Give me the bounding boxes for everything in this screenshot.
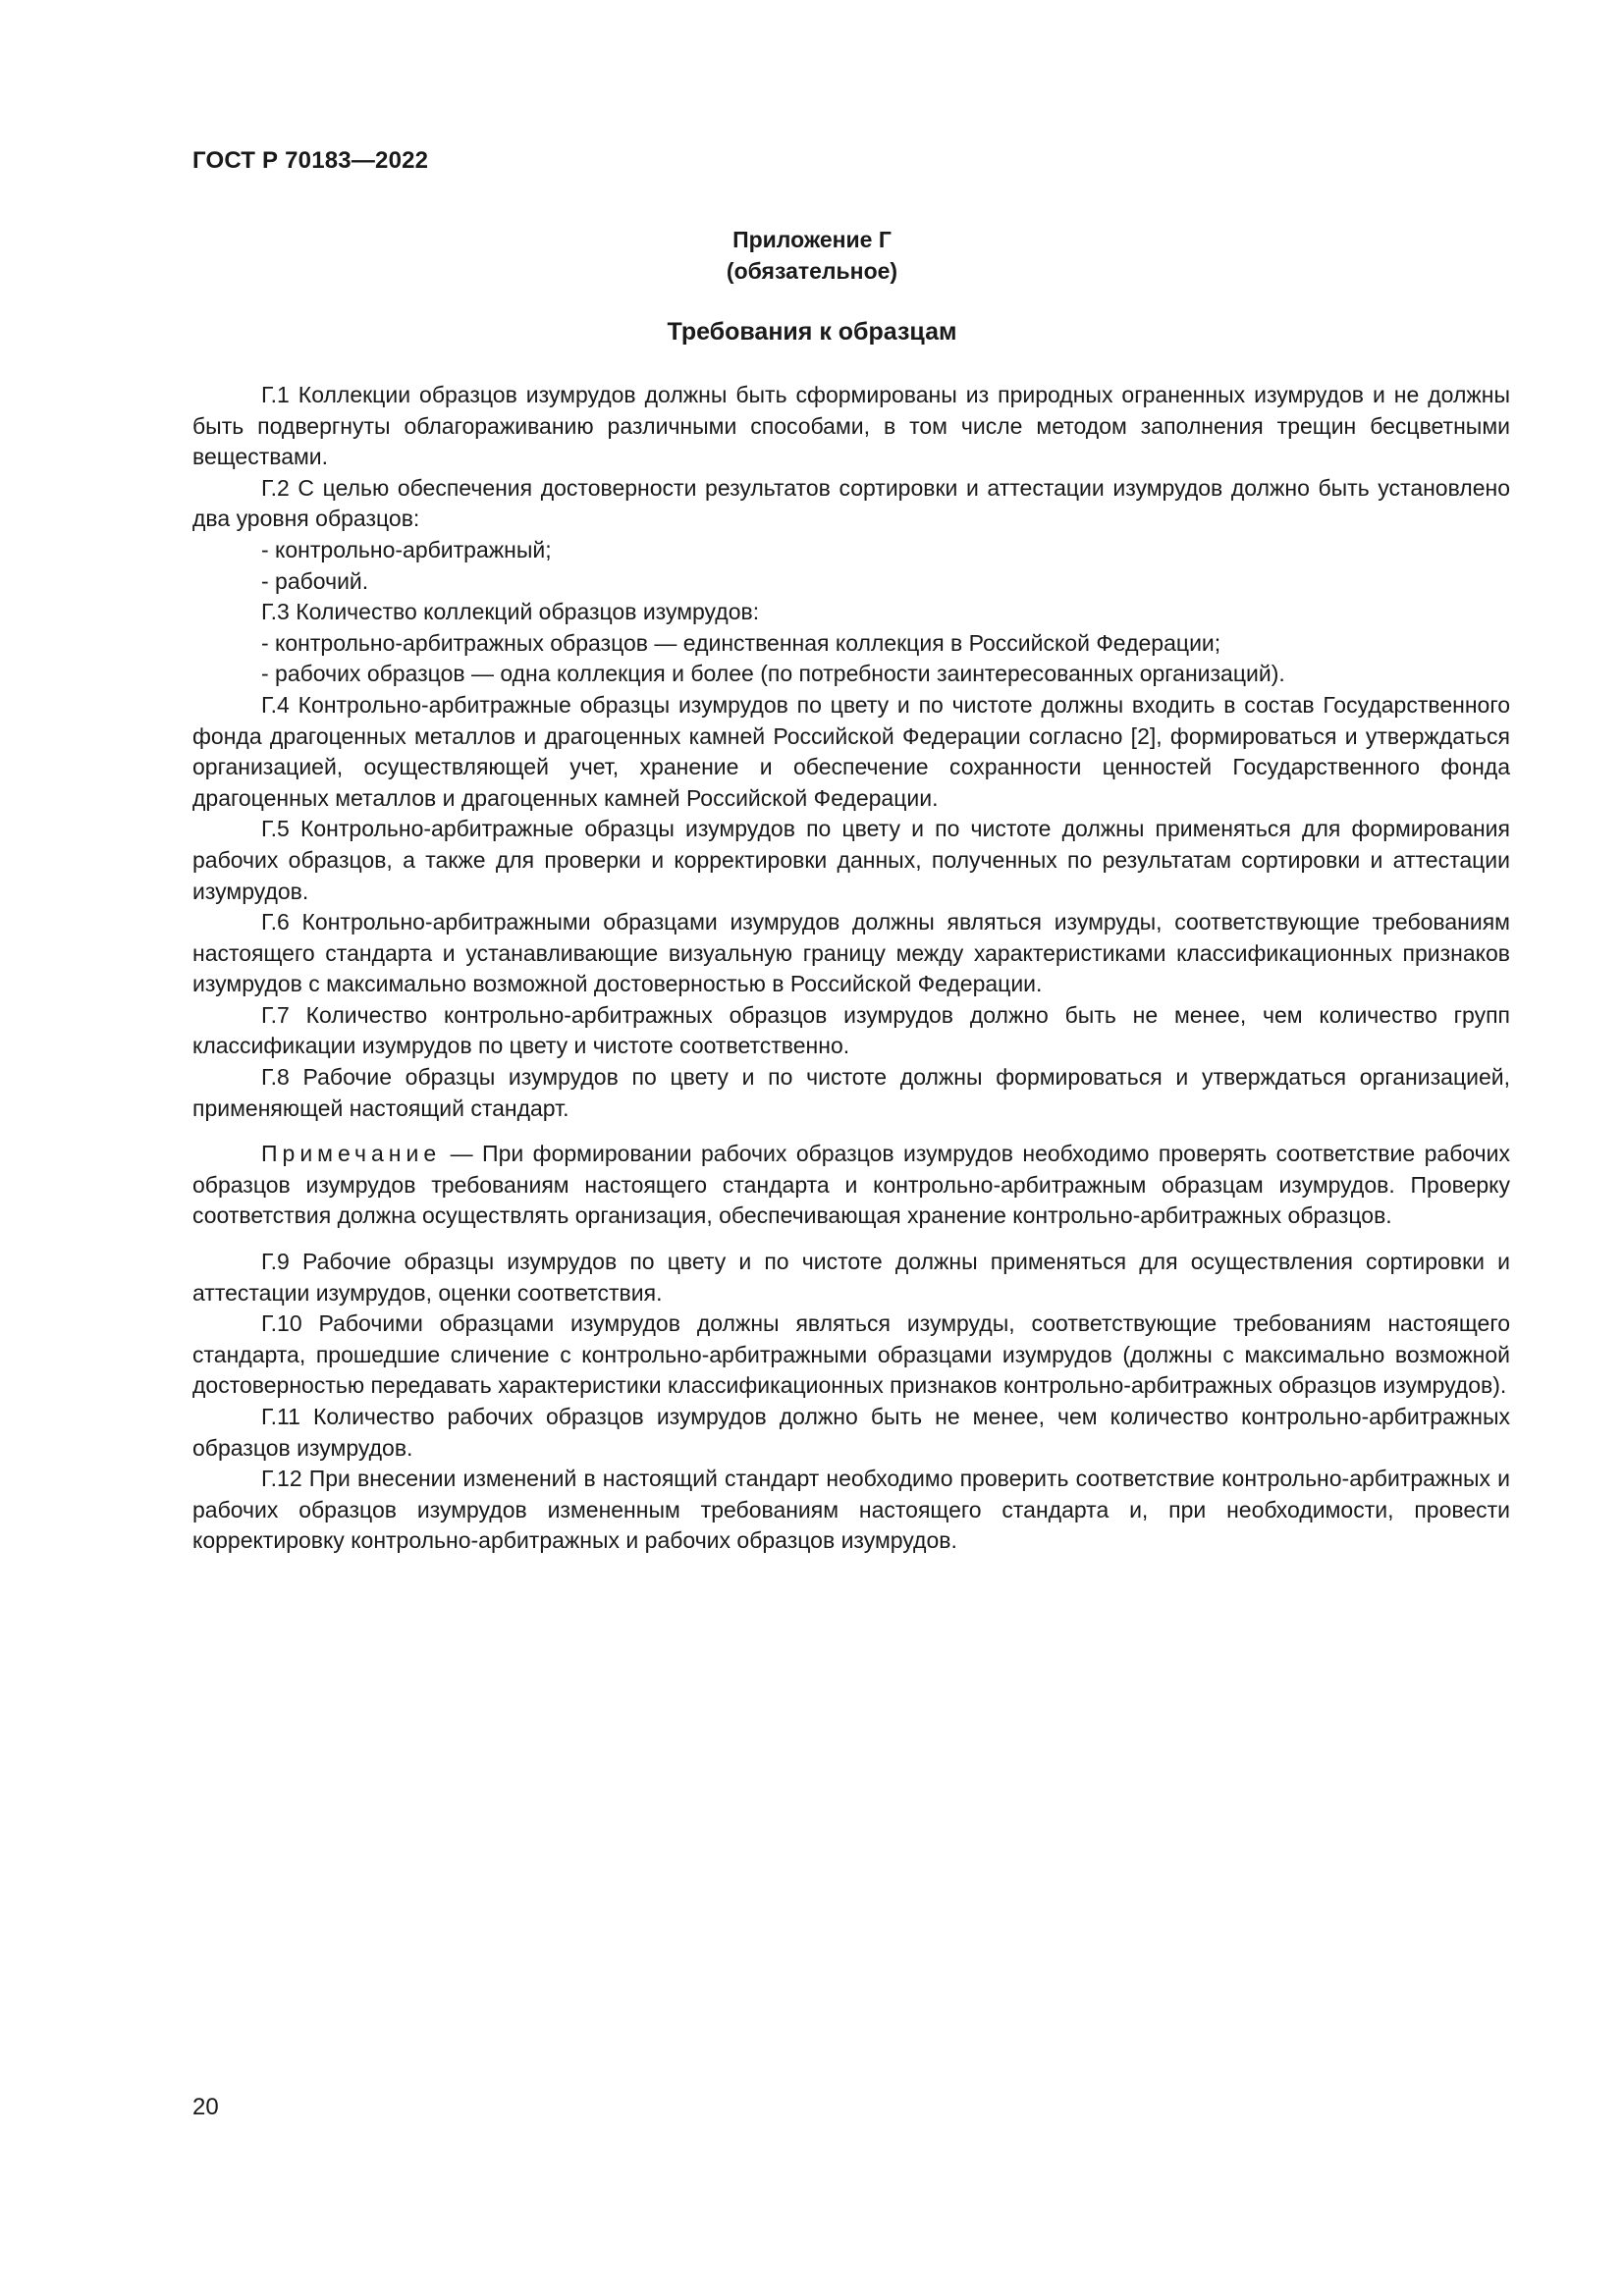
note-text: — При формировании рабочих образцов изумрудов необходимо проверять соответствие рабочих образцов изумрудов требованиям настоящего стандарта и контрольно-арбитражным образцам изумрудов. Проверку соответствия должна осуществлять организация, обеспечивающая хранение контрольно-арбитражных образцов.	[192, 1141, 1510, 1229]
paragraph-g6: Г.6 Контрольно-арбитражными образцами изумрудов должны являться изумруды, соответствующие требованиям настоящего стандарта и устанавливающие визуальную границу между характеристиками классификационных признаков изумрудов с максимально возможной достоверностью в Российской Федерации.	[192, 909, 1510, 997]
annex-title: Приложение Г	[732, 227, 892, 252]
paragraph-g9: Г.9 Рабочие образцы изумрудов по цвету и по чистоте должны применяться для осуществления сортировки и аттестации изумрудов, оценки соответствия.	[192, 1249, 1510, 1306]
paragraph-g2: Г.2 С целью обеспечения достоверности результатов сортировки и аттестации изумрудов должно быть установлено два уровня образцов:	[192, 474, 1510, 532]
list-item: - контрольно-арбитражных образцов — единственная коллекция в Российской Федерации;	[261, 629, 1221, 656]
annex-status: (обязательное)	[726, 258, 898, 284]
paragraph-g7: Г.7 Количество контрольно-арбитражных образцов изумрудов должно быть не менее, чем количество групп классификации изумрудов по цвету и чистоте соответственно.	[192, 1001, 1510, 1059]
paragraph-g5: Г.5 Контрольно-арбитражные образцы изумрудов по цвету и по чистоте должны применяться для формирования рабочих образцов, а также для проверки и корректировки данных, полученных по результатам сортировки и аттестации изумрудов.	[192, 816, 1510, 904]
document-body	[192, 380, 1510, 1557]
document-code: ГОСТ Р 70183—2022	[192, 147, 429, 174]
section-title: Требования к образцам	[667, 318, 957, 346]
paragraph-g12: Г.12 При внесении изменений в настоящий стандарт необходимо проверить соответствие контрольно-арбитражных и рабочих образцов изумрудов измененным требованиям настоящего стандарта и, при необходимости, провести корректировку контрольно-арбитражных и рабочих образцов изумрудов.	[192, 1466, 1510, 1554]
annex-heading	[0, 224, 1624, 287]
list-item: - рабочий.	[261, 567, 369, 594]
paragraph-g11: Г.11 Количество рабочих образцов изумрудов должно быть не менее, чем количество контрольно-арбитражных образцов изумрудов.	[192, 1404, 1510, 1461]
paragraph-g8: Г.8 Рабочие образцы изумрудов по цвету и по чистоте должны формироваться и утверждаться организацией, применяющей настоящий стандарт.	[192, 1064, 1510, 1121]
note	[192, 1139, 1510, 1232]
note-label: Примечание	[261, 1141, 442, 1167]
paragraph-g3: Г.3 Количество коллекций образцов изумрудов:	[261, 599, 760, 625]
list-item: - рабочих образцов — одна коллекция и более (по потребности заинтересованных организаций).	[261, 661, 1285, 687]
page-number: 20	[192, 2094, 219, 2120]
paragraph-g4: Г.4 Контрольно-арбитражные образцы изумрудов по цвету и по чистоте должны входить в состав Государственного фонда драгоценных металлов и драгоценных камней Российской Федерации согласно [2], формироваться и утверждаться организацией, осуществляющей учет, хранение и обеспечение сохранности ценностей Государственного фонда драгоценных металлов и драгоценных камней Российской Федерации.	[192, 691, 1510, 811]
list-item: - контрольно-арбитражный;	[261, 536, 552, 562]
paragraph-g1: Г.1 Коллекции образцов изумрудов должны быть сформированы из природных ограненных изумрудов и не должны быть подвергнуты облагораживанию различными способами, в том числе методом заполнения трещин бесцветными веществами.	[192, 382, 1510, 470]
paragraph-g10: Г.10 Рабочими образцами изумрудов должны являться изумруды, соответствующие требованиям настоящего стандарта, прошедшие сличение с контрольно-арбитражными образцами изумрудов (должны с максимально возможной достоверностью передавать характеристики классификационных признаков контрольно-арбитражных образцов изумрудов).	[192, 1310, 1510, 1399]
